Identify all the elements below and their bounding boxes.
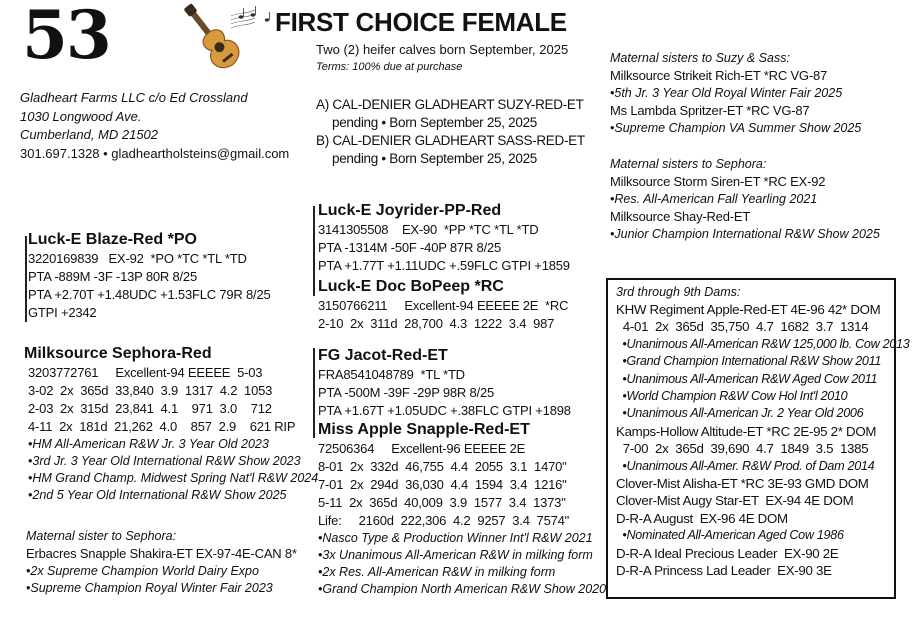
granddam-honor: •3x Unanimous All-American R&W in milking form (318, 548, 593, 562)
dam-honor-line: •Unanimous All-American R&W 125,000 lb. Cow 2013 (616, 336, 910, 351)
middle-line: PTA +1.77T +1.11UDC +.59FLC GTPI +1859 (318, 258, 570, 273)
sire-line: PTA -889M -3F -13P 80R 8/25 (28, 269, 197, 284)
dam-block (24, 344, 319, 504)
dam-honor: •HM All-American R&W Jr. 3 Year Old 2023 (28, 437, 269, 451)
dam-record-line: Clover-Mist Alisha-ET *RC 3E-93 GMD DOM (616, 476, 869, 492)
middle-line: FRA8541048789 *TL *TD (318, 367, 465, 382)
dam-honor-line: •Nominated All-American Aged Cow 1986 (616, 528, 844, 543)
granddam-block (318, 420, 606, 598)
sire-line: PTA +2.70T +1.48UDC +1.53FLC 79R 8/25 (28, 287, 271, 302)
sephora-sister-honor: •Res. All-American Fall Yearling 2021 (610, 192, 818, 206)
sister-name: Erbacres Snapple Shakira-ET EX-97-4E-CAN 8* (26, 546, 297, 561)
pedigree-bracket (313, 348, 315, 438)
dam-record-line: D-R-A August EX-96 4E DOM (616, 510, 788, 526)
middle-name: Luck-E Joyrider-PP-Red (318, 202, 502, 219)
dam-of-sire-block (318, 277, 568, 333)
suzy-sister-name: Ms Lambda Spritzer-ET *RC VG-87 (610, 103, 810, 118)
middle-line: 3150766211 Excellent-94 EEEEE 2E *RC (318, 298, 569, 313)
suzy-sister-name: Milksource Strikeit Rich-ET *RC VG-87 (610, 68, 828, 83)
dam-honor: •2nd 5 Year Old International R&W Show 2025 (28, 488, 287, 502)
consignor-name: Gladheart Farms LLC c/o Ed Crossland (20, 90, 248, 105)
sephora-heading: Maternal sisters to Sephora: (610, 157, 767, 171)
granddam-line: 5-11 2x 365d 40,009 3.9 1577 3.4 1373" (318, 495, 566, 510)
dam-line: 2-03 2x 315d 23,841 4.1 971 3.0 712 (28, 401, 272, 416)
middle-name: FG Jacot-Red-ET (318, 347, 448, 364)
middle-line: 3141305508 EX-90 *PP *TC *TL *TD (318, 222, 539, 237)
suzy-sister-honor: •5th Jr. 3 Year Old Royal Winter Fair 2025 (610, 86, 843, 100)
dam-line: 4-11 2x 181d 21,262 4.0 857 2.9 621 RIP (28, 419, 296, 434)
pedigree-bracket (313, 206, 315, 296)
middle-line: PTA -500M -39F -29P 98R 8/25 (318, 385, 495, 400)
page-title: FIRST CHOICE FEMALE (275, 7, 567, 37)
middle-line: PTA +1.67T +1.05UDC +.38FLC GTPI +1898 (318, 403, 571, 418)
dam-honor: •HM Grand Champ. Midwest Spring Nat'l R&W 2024 (28, 471, 319, 485)
sire-of-sire-block (318, 201, 570, 275)
dam-record-line: Kamps-Hollow Altitude-ET *RC 2E-95 2* DOM (616, 423, 877, 439)
sister-honor: •Supreme Champion Royal Winter Fair 2023 (26, 581, 273, 595)
dam-record-line: D-R-A Princess Lad Leader EX-90 3E (616, 563, 832, 579)
lot-number: 53 (22, 0, 110, 74)
dam-honor-line: •Unanimous All-Amer. R&W Prod. of Dam 2014 (616, 458, 875, 473)
dams-box-rows (616, 301, 910, 580)
sire-of-dam-block (318, 346, 571, 420)
consignor-city: Cumberland, MD 21502 (20, 127, 159, 142)
dams-box-heading: 3rd through 9th Dams: (616, 285, 741, 299)
terms: Terms: 100% due at purchase (316, 61, 463, 73)
sire-line: 3220169839 EX-92 *PO *TC *TL *TD (28, 251, 247, 266)
sire-line: GTPI +2342 (28, 305, 97, 320)
consignor-contact: 301.697.1328 • gladheartholsteins@gmail.com (20, 145, 290, 161)
sephora-sister-name: Milksource Storm Siren-ET *RC EX-92 (610, 174, 826, 189)
sister-heading: Maternal sister to Sephora: (26, 529, 177, 543)
dam-record-line: 7-00 2x 365d 39,690 4.7 1849 3.5 1385 (616, 441, 869, 457)
sephora-sister-name: Milksource Shay-Red-ET (610, 209, 751, 224)
guitar-icon (183, 2, 275, 74)
sire-name: Luck-E Blaze-Red *PO (28, 231, 197, 248)
sister-honor: •2x Supreme Champion World Dairy Expo (26, 564, 259, 578)
dam-record-line: KHW Regiment Apple-Red-ET 4E-96 42* DOM (616, 302, 881, 317)
suzy-sister-honor: •Supreme Champion VA Summer Show 2025 (610, 121, 862, 135)
granddam-name: Miss Apple Snapple-Red-ET (318, 421, 530, 438)
dam-record-line: 4-01 2x 365d 35,750 4.7 1682 3.7 1314 (616, 319, 869, 335)
consignor-address (20, 89, 289, 163)
sephora-sister-honor: •Junior Champion International R&W Show 2025 (610, 227, 880, 241)
dam-record-line: D-R-A Ideal Precious Leader EX-90 2E (616, 545, 839, 561)
sister-sephora-block (26, 528, 297, 597)
calf-b (316, 132, 585, 167)
granddam-honor: •2x Res. All-American R&W in milking form (318, 565, 556, 579)
calf-b-name: B) CAL-DENIER GLADHEART SASS-RED-ET (316, 133, 585, 148)
dam-honor: •3rd Jr. 3 Year Old International R&W Show 2023 (28, 454, 301, 468)
dam-name: Milksource Sephora-Red (24, 345, 212, 362)
dam-honor-line: •World Champion R&W Cow Hol Int'l 2010 (616, 389, 848, 404)
calf-a-name: A) CAL-DENIER GLADHEART SUZY-RED-ET (316, 97, 584, 112)
consignor-street: 1030 Longwood Ave. (20, 108, 142, 124)
middle-line: PTA -1314M -50F -40P 87R 8/25 (318, 240, 502, 255)
dams-box (606, 278, 910, 599)
dam-line: 3203772761 Excellent-94 EEEEE 5-03 (28, 365, 263, 380)
calf-a (316, 96, 584, 131)
suzy-heading: Maternal sisters to Suzy & Sass: (610, 51, 790, 65)
granddam-honor: •Grand Champion North American R&W Show 2020 (318, 582, 607, 596)
sire-block (28, 230, 271, 322)
dam-line: 3-02 2x 365d 33,840 3.9 1317 4.2 1053 (28, 383, 273, 398)
pedigree-bracket (25, 236, 27, 322)
dam-honor-line: •Unanimous All-American R&W Aged Cow 2011 (616, 371, 878, 386)
sephora-sisters-block (610, 156, 880, 243)
dam-honor-line: •Grand Champion International R&W Show 2011 (616, 354, 882, 369)
dam-record-line: Clover-Mist Augy Star-ET EX-94 4E DOM (616, 493, 854, 509)
subtitle: Two (2) heifer calves born September, 2025 (316, 42, 569, 57)
middle-name: Luck-E Doc BoPeep *RC (318, 278, 504, 295)
calf-a-status: pending • Born September 25, 2025 (332, 114, 537, 130)
calf-b-status: pending • Born September 25, 2025 (332, 150, 537, 166)
middle-line: 2-10 2x 311d 28,700 4.3 1222 3.4 987 (318, 316, 555, 331)
granddam-line: 72506364 Excellent-96 EEEEE 2E (318, 441, 526, 456)
granddam-line: Life: 2160d 222,306 4.2 9257 3.4 7574" (318, 513, 570, 528)
suzy-sisters-block (610, 50, 861, 137)
granddam-line: 8-01 2x 332d 46,755 4.4 2055 3.1 1470" (318, 459, 567, 474)
dam-honor-line: •Unanimous All-American Jr. 2 Year Old 2006 (616, 406, 864, 421)
granddam-line: 7-01 2x 294d 36,030 4.4 1594 3.4 1216" (318, 477, 567, 492)
granddam-honor: •Nasco Type & Production Winner Int'l R&W 2021 (318, 531, 593, 545)
